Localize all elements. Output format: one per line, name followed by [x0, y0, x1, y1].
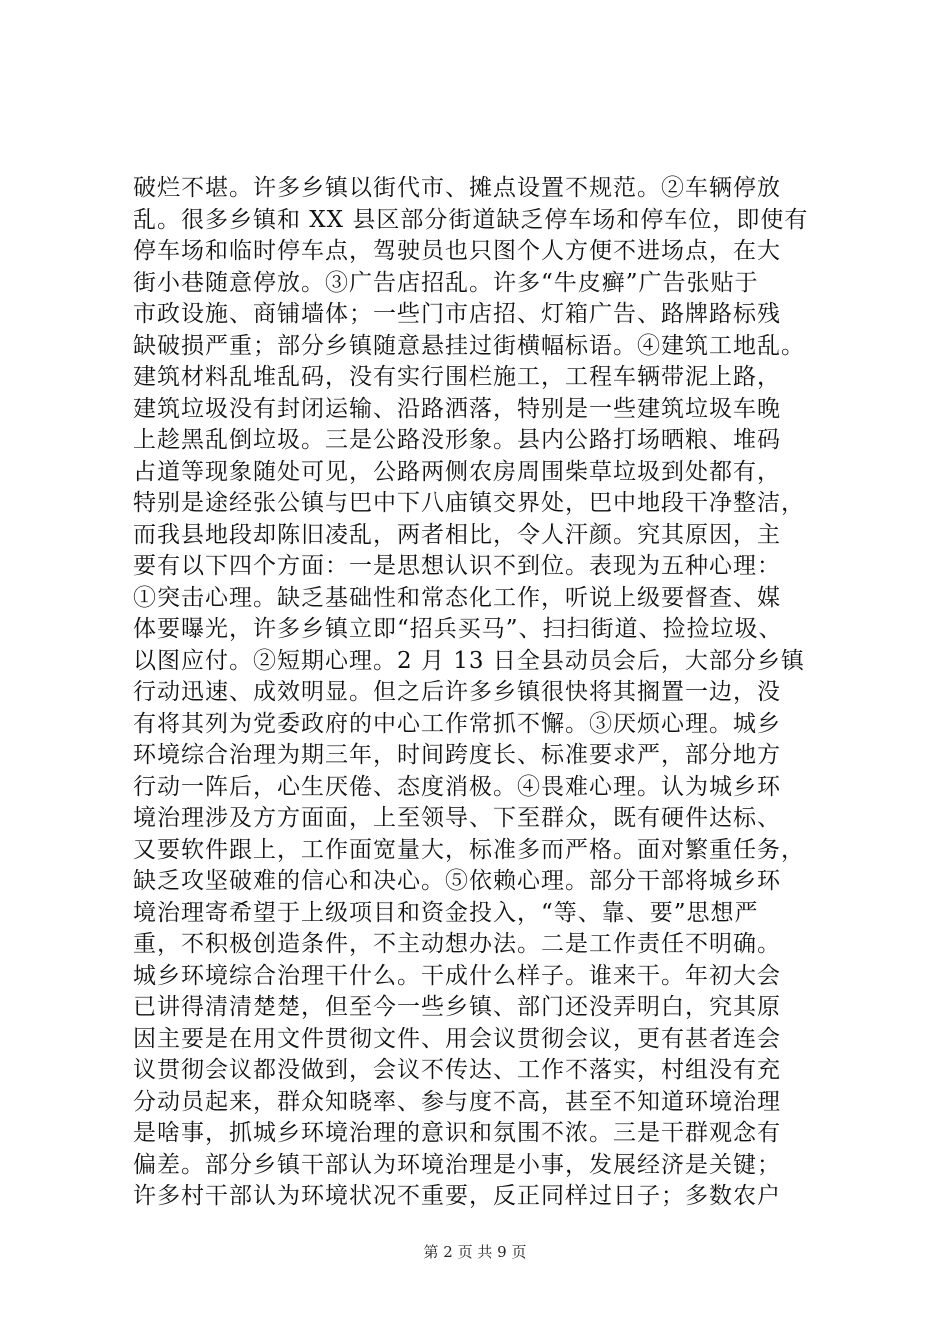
text-line: 停车场和临时停车点，驾驶员也只图个人方便不进场点，在大: [133, 238, 781, 264]
text-line: 有将其列为党委政府的中心工作常抓不懈。③厌烦心理。城乡: [133, 710, 781, 737]
text-line: 特别是途经张公镇与巴中下八庙镇交界处，巴中地段干净整洁，: [133, 490, 805, 516]
text-line: 以图应付。②短期心理。2 月 13 日全县动员会后，大部分乡镇: [133, 647, 805, 674]
page-number: 第 2 页 共 9 页: [423, 1243, 527, 1261]
text-line: 要有以下四个方面：一是思想认识不到位。表现为五种心理：: [133, 553, 781, 579]
text-line: 环境综合治理为期三年，时间跨度长、标准要求严，部分地方: [133, 742, 781, 768]
text-line: 许多村干部认为环境状况不重要，反正同样过日子；多数农户: [133, 1183, 781, 1209]
text-line: 行动一阵后，心生厌倦、态度消极。④畏难心理。认为城乡环: [133, 773, 781, 800]
text-line: 而我县地段却陈旧凌乱，两者相比，令人汗颜。究其原因，主: [133, 521, 781, 548]
page-footer: [0, 1240, 950, 1264]
text-line: ①突击心理。缺乏基础性和常态化工作，听说上级要督查、媒: [133, 584, 781, 611]
text-line: 又要软件跟上，工作面宽量大，标准多而严格。面对繁重任务，: [133, 836, 805, 863]
text-line: 重，不积极创造条件，不主动想办法。二是工作责任不明确。: [133, 931, 781, 957]
text-line: 缺破损严重；部分乡镇随意悬挂过街横幅标语。④建筑工地乱。: [133, 332, 805, 359]
text-line: 行动迅速、成效明显。但之后许多乡镇很快将其搁置一边，没: [133, 679, 781, 705]
text-line: 境治理寄希望于上级项目和资金投入，“等、靠、要”思想严: [133, 899, 759, 926]
text-line: 缺乏攻坚破难的信心和决心。⑤依赖心理。部分干部将城乡环: [133, 868, 781, 894]
text-line: 街小巷随意停放。③广告店招乱。许多“牛皮癣”广告张贴于: [133, 269, 759, 296]
body-text: [133, 173, 823, 1213]
text-line: 已讲得清清楚楚，但至今一些乡镇、部门还没弄明白，究其原: [133, 994, 781, 1020]
text-line: 体要曝光，许多乡镇立即“招兵买马”、扫扫街道、捡捡垃圾、: [133, 616, 783, 642]
text-line: 境治理涉及方方面面，上至领导、下至群众，既有硬件达标、: [133, 805, 781, 831]
text-line: 乱。很多乡镇和 XX 县区部分街道缺乏停车场和停车位，即使有: [133, 206, 809, 233]
text-line: 是啥事，抓城乡环境治理的意识和氛围不浓。三是干群观念有: [133, 1120, 781, 1146]
text-line: 议贯彻会议都没做到，会议不传达、工作不落实，村组没有充: [133, 1057, 781, 1083]
text-line: 因主要是在用文件贯彻文件、用会议贯彻会议，更有甚者连会: [133, 1025, 781, 1052]
text-line: 占道等现象随处可见，公路两侧农房周围柴草垃圾到处都有，: [133, 458, 781, 485]
text-line: 上趁黑乱倒垃圾。三是公路没形象。县内公路打场晒粮、堆码: [133, 427, 781, 453]
text-line: 市政设施、商铺墙体；一些门市店招、灯箱广告、路牌路标残: [133, 301, 781, 327]
text-line: 分动员起来，群众知晓率、参与度不高，甚至不知道环境治理: [133, 1088, 781, 1115]
text-line: 建筑垃圾没有封闭运输、沿路洒落，特别是一些建筑垃圾车晚: [133, 395, 781, 422]
text-line: 偏差。部分乡镇干部认为环境治理是小事，发展经济是关键；: [133, 1151, 781, 1178]
text-line: 建筑材料乱堆乱码，没有实行围栏施工，工程车辆带泥上路，: [133, 364, 781, 390]
text-line: 破烂不堪。许多乡镇以街代市、摊点设置不规范。②车辆停放: [133, 175, 781, 201]
text-line: 城乡环境综合治理干什么。干成什么样子。谁来干。年初大会: [133, 962, 781, 989]
